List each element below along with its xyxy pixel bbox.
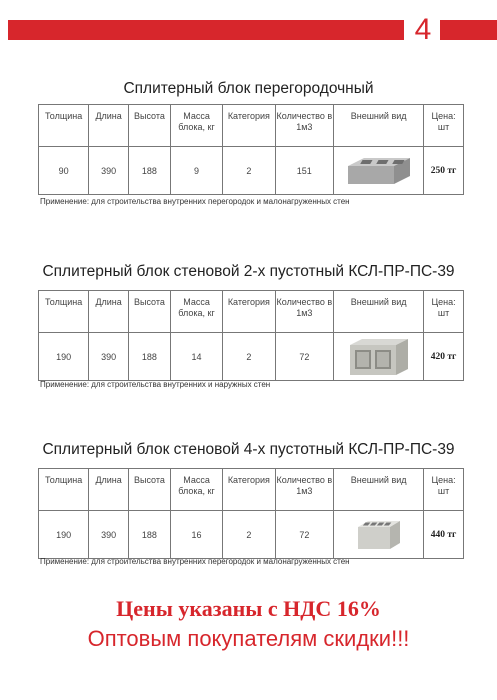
- col-thickness: Толщина: [39, 291, 89, 333]
- col-height: Высота: [129, 105, 171, 147]
- application-note-1: Применение: для строительства внутренних перегородок и малонагруженных стен: [40, 197, 350, 206]
- table-row: [39, 147, 464, 195]
- col-appearance: Внешний вид: [334, 469, 424, 511]
- section-title-1: Сплитерный блок перегородочный: [123, 80, 374, 97]
- cell-price: 420 тг: [424, 333, 464, 381]
- spec-table-2: [38, 290, 464, 381]
- vat-notice: Цены указаны с НДС 16%: [116, 596, 381, 621]
- col-price: Цена: шт: [424, 291, 464, 333]
- application-note-3: Применение: для строительства внутренних перегородок и малонагруженных стен: [40, 557, 350, 566]
- cell-price: 440 тг: [424, 511, 464, 559]
- cell-thickness: 90: [39, 147, 89, 195]
- cell-quantity: 72: [275, 511, 334, 559]
- col-category: Категория: [223, 105, 275, 147]
- spec-table-1: [38, 104, 464, 195]
- cell-height: 188: [129, 333, 171, 381]
- col-length: Длина: [89, 469, 129, 511]
- col-quantity: Количество в 1м3: [275, 105, 334, 147]
- cell-appearance: [334, 147, 424, 195]
- col-height: Высота: [129, 291, 171, 333]
- cell-quantity: 151: [275, 147, 334, 195]
- col-thickness: Толщина: [39, 105, 89, 147]
- cell-thickness: 190: [39, 333, 89, 381]
- header-bar-right: [440, 20, 497, 40]
- table-header-row: [39, 291, 464, 333]
- table-row: [39, 333, 464, 381]
- table-header-row: [39, 469, 464, 511]
- two-hollow-block-image: [348, 337, 410, 377]
- header-bar: [8, 20, 404, 40]
- section-title-2: Сплитерный блок стеновой 2-х пустотный КСЛ-ПР-ПС-39: [42, 263, 455, 280]
- cell-length: 390: [89, 511, 129, 559]
- col-length: Длина: [89, 291, 129, 333]
- col-quantity: Количество в 1м3: [275, 469, 334, 511]
- cell-category: 2: [223, 333, 275, 381]
- cell-appearance: [334, 511, 424, 559]
- wholesale-discount-notice: Оптовым покупателям скидки!!!: [87, 626, 410, 651]
- col-category: Категория: [223, 291, 275, 333]
- cell-price: 250 тг: [424, 147, 464, 195]
- col-price: Цена: шт: [424, 105, 464, 147]
- cell-category: 2: [223, 511, 275, 559]
- cell-height: 188: [129, 147, 171, 195]
- table-row: [39, 511, 464, 559]
- col-quantity: Количество в 1м3: [275, 291, 334, 333]
- cell-mass: 9: [170, 147, 222, 195]
- cell-length: 390: [89, 147, 129, 195]
- cell-thickness: 190: [39, 511, 89, 559]
- col-appearance: Внешний вид: [334, 105, 424, 147]
- spec-table-3: [38, 468, 464, 559]
- cell-quantity: 72: [275, 333, 334, 381]
- col-height: Высота: [129, 469, 171, 511]
- cell-category: 2: [223, 147, 275, 195]
- four-hollow-block-image: [354, 517, 404, 553]
- section-title-3: Сплитерный блок стеновой 4-х пустотный КСЛ-ПР-ПС-39: [42, 441, 455, 458]
- col-mass: Масса блока, кг: [170, 291, 222, 333]
- partition-block-image: [344, 154, 414, 188]
- cell-length: 390: [89, 333, 129, 381]
- cell-height: 188: [129, 511, 171, 559]
- col-appearance: Внешний вид: [334, 291, 424, 333]
- page-number: 4: [414, 13, 432, 46]
- col-mass: Масса блока, кг: [170, 469, 222, 511]
- col-mass: Масса блока, кг: [170, 105, 222, 147]
- col-thickness: Толщина: [39, 469, 89, 511]
- cell-mass: 14: [170, 333, 222, 381]
- col-category: Категория: [223, 469, 275, 511]
- cell-appearance: [334, 333, 424, 381]
- application-note-2: Применение: для строительства внутренних и наружных стен: [40, 380, 271, 389]
- col-length: Длина: [89, 105, 129, 147]
- col-price: Цена: шт: [424, 469, 464, 511]
- table-header-row: [39, 105, 464, 147]
- cell-mass: 16: [170, 511, 222, 559]
